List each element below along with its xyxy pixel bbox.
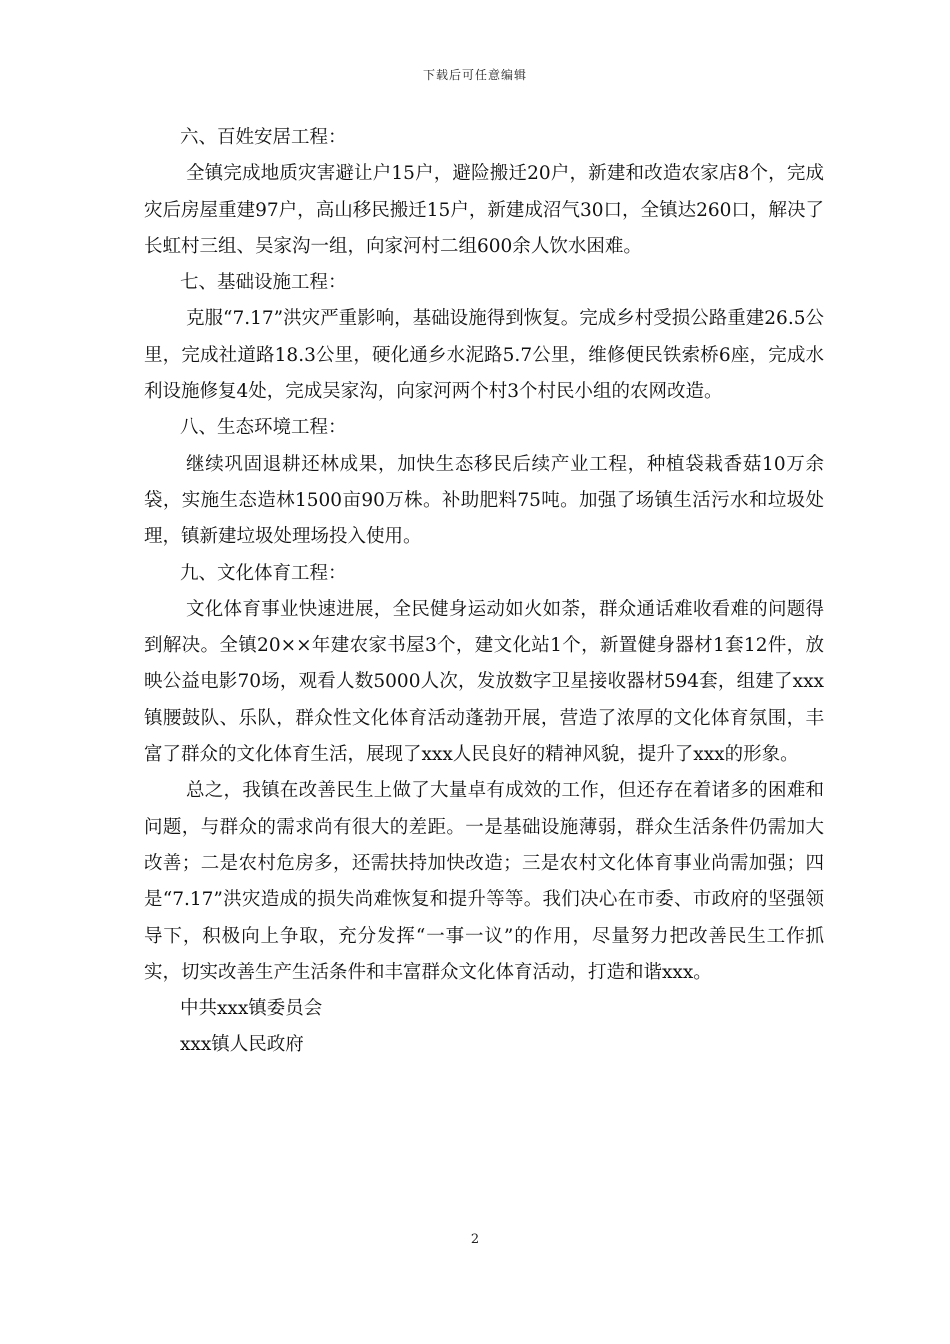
conclusion-paragraph: 总之，我镇在改善民生上做了大量卓有成效的工作，但还存在着诸多的困难和问题，与群众的需求尚有很大的差距。一是基础设施薄弱，群众生活条件仍需加大改善；二是农村危房多，还需扶持加快改造；三是农村文化体育事业尚需加强；四是“7.17”洪灾造成的损失尚难恢复和提升等等。我们决心在市委、市政府的坚强领导下，积极向上争取，充分发挥“一事一议”的作用，尽量努力把改善民生工作抓实，切实改善生产生活条件和丰富群众文化体育活动，打造和谐xxx。: [144, 780, 824, 983]
section-body-seven: 克服“7.17”洪灾严重影响，基础设施得到恢复。完成乡村受损公路重建26.5公里，完成社道路18.3公里，硬化通乡水泥路5.7公里，维修便民铁索桥6座，完成水利设施修复4处，完成吴家沟，向家河两个村3个村民小组的农网改造。: [144, 308, 824, 403]
section-body-eight: 继续巩固退耕还林成果，加快生态移民后续产业工程，种植袋栽香菇10万余袋，实施生态造林1500亩90万株。补助肥料75吨。加强了场镇生活污水和垃圾处理，镇新建垃圾处理场投入使用。: [144, 453, 824, 548]
section-heading-six: 六、百姓安居工程：: [180, 127, 347, 148]
signature-town-government: xxx镇人民政府: [180, 1034, 304, 1056]
section-heading-seven: 七、基础设施工程：: [180, 272, 347, 294]
section-body-six: 全镇完成地质灾害避让户15户，避险搬迁20户，新建和改造农家店8个，完成灾后房屋重建97户，高山移民搬迁15户，新建成沼气30口，全镇达260口，解决了长虹村三组、吴家沟一组，向家河村二组600余人饮水困难。: [144, 163, 824, 257]
section-body-nine: 文化体育事业快速进展，全民健身运动如火如荼，群众通话难收看难的问题得到解决。全镇20××年建农家书屋3个，建文化站1个，新置健身器材1套12件，放映公益电影70场，观看人数5000人次，发放数字卫星接收器材594套，组建了xxx镇腰鼓队、乐队，群众性文化体育活动蓬勃开展，营造了浓厚的文化体育氛围，丰富了群众的文化体育生活，展现了xxx人民良好的精神风貌，提升了xxx的形象。: [144, 598, 824, 766]
section-heading-nine: 九、文化体育工程：: [180, 562, 347, 584]
section-heading-eight: 八、生态环境工程：: [180, 417, 347, 439]
page-header: 下载后可任意编辑: [422, 68, 527, 82]
document-body: [144, 120, 824, 1064]
page-number: 2: [470, 1232, 480, 1247]
signature-party-committee: 中共xxx镇委员会: [180, 998, 323, 1020]
